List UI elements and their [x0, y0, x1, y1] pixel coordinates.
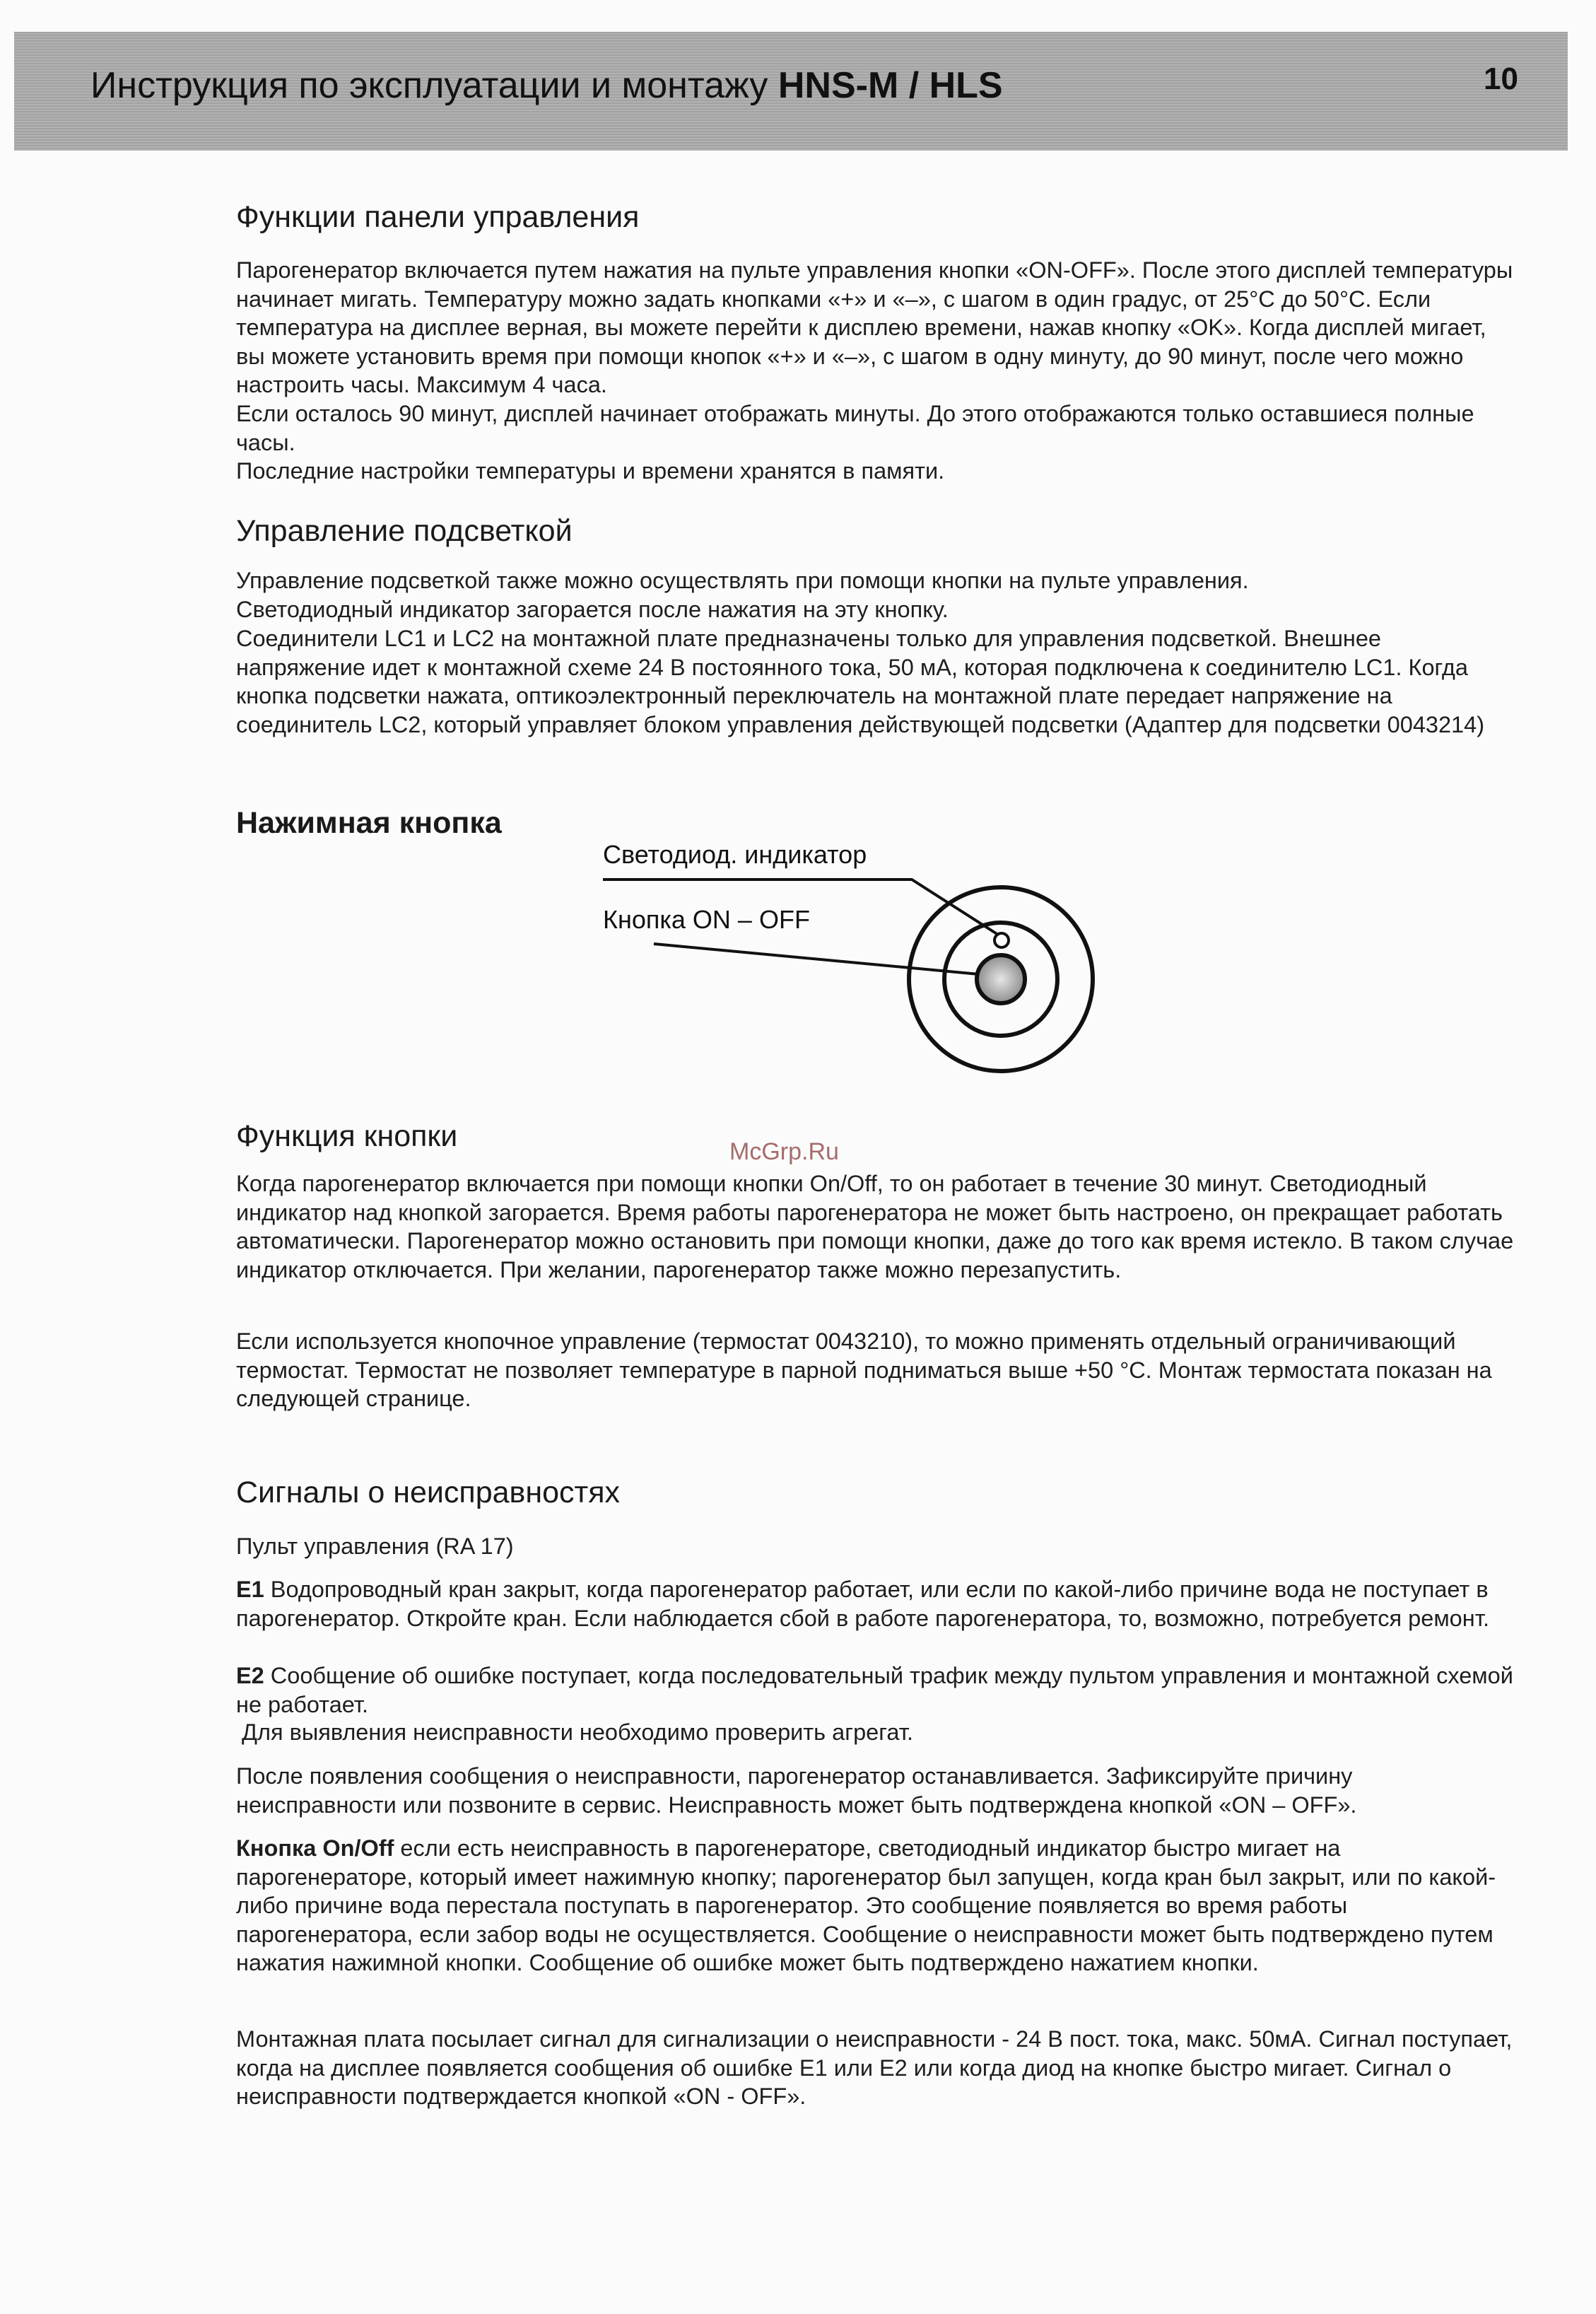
heading-push-button: Нажимная кнопка: [236, 806, 502, 840]
title-prefix: Инструкция по эксплуатации и монтажу: [90, 65, 778, 106]
lighting-p3: Соединители LC1 и LC2 на монтажной плате предназначены только для управления подсветкой. Внешнее напряжение идет к монтажной схеме 24 В постоянного тока, 50 мА, которая подключена к соединителю LC1. Когда кнопка подсветки нажата, оптикоэлектронный переключатель на монтажной плате передает напряжение на соединитель LC2, который управляет блоком управления действующей подсветки (Адаптер для подсветки 0043214): [236, 626, 1485, 737]
button-leader-line: [654, 944, 979, 974]
faults-after: После появления сообщения о неисправности, парогенератор останавливается. Зафиксируйте причину неисправности или позвоните в сервис. Неисправность может быть подтверждена кнопкой «ON – OFF».: [236, 1763, 1357, 1818]
watermark: McGrp.Ru: [729, 1138, 839, 1165]
diagram-label-led: Светодиод. индикатор: [603, 840, 867, 869]
control-panel-p1: Парогенератор включается путем нажатия на пульте управления кнопки «ON-OFF». После этого дисплей температуры начинает мигать. Температуру можно задать кнопками «+» и «–», с шагом в один градус, от 25°C до 50°C. Если температура на дисплее верная, вы можете перейти к дисплею времени, нажав кнопку «OK». Когда дисплей мигает, вы можете установить время при помощи кнопок «+» и «–», с шагом в одну минуту, до 90 минут, после чего можно настроить часы. Максимум 4 часа.: [236, 257, 1513, 397]
title-model: HNS-M / HLS: [778, 65, 1003, 106]
led-leader-line: [603, 880, 998, 935]
control-panel-p3: Последние настройки температуры и времени хранятся в памяти.: [236, 458, 945, 484]
heading-lighting: Управление подсветкой: [236, 514, 573, 548]
page-number: 10: [1484, 62, 1518, 96]
lighting-p1: Управление подсветкой также можно осуществлять при помощи кнопки на пульте управления.: [236, 568, 1249, 593]
heading-faults: Сигналы о неисправностях: [236, 1476, 621, 1509]
fault-e1-text: Водопроводный кран закрыт, когда парогенератор работает, или если по какой-либо причине вода не поступает в парогенератор. Откройте кран. Если наблюдается сбой в работе парогенератора, то, возможно, потребуется ремонт.: [236, 1577, 1490, 1631]
fault-e2-text: Сообщение об ошибке поступает, когда последовательный трафик между пультом управления и монтажной схемой не работает.: [236, 1663, 1513, 1717]
button-function-p1: Когда парогенератор включается при помощи кнопки On/Off, то он работает в течение 30 минут. Светодиодный индикатор над кнопкой загорается. Время работы парогенератора не может быть настроено, он прекращает работать автоматически. Парогенератор можно остановить при помощи кнопки, даже до того как время истекло. В таком случае индикатор отключается. При желании, парогенератор также можно перезапустить.: [236, 1171, 1514, 1282]
button-function-p2: Если используется кнопочное управление (термостат 0043210), то можно применять отдельный ограничивающий термостат. Термостат не позволяет температуре в парной подниматься выше +50 °C. Монтаж термостата показан на следующей странице.: [236, 1328, 1492, 1411]
fault-e1-code: E1: [236, 1577, 264, 1602]
faults-panel: Пульт управления (RA 17): [236, 1533, 514, 1559]
heading-control-panel: Функции панели управления: [236, 200, 640, 234]
fault-onoff-label: Кнопка On/Off: [236, 1835, 394, 1861]
on-off-button-icon: [977, 955, 1025, 1003]
lighting-p2: Светодиодный индикатор загорается после нажатия на эту кнопку.: [236, 597, 949, 622]
diagram-label-button: Кнопка ON – OFF: [603, 905, 810, 934]
fault-e2-code: E2: [236, 1663, 264, 1688]
control-panel-p2: Если осталось 90 минут, дисплей начинает отображать минуты. До этого отображаются только оставшиеся полные часы.: [236, 401, 1474, 455]
heading-button-function: Функция кнопки: [236, 1119, 458, 1153]
faults-check: Для выявления неисправности необходимо проверить агрегат.: [242, 1719, 914, 1745]
fault-onoff-text: если есть неисправность в парогенераторе, светодиодный индикатор быстро мигает на парогенераторе, который имеет нажимную кнопку; парогенератор был запущен, когда кран был закрыт, или по какой-либо причине вода перестала поступать в парогенератор. Это сообщение появляется во время работы парогенератора, если забор воды не осуществляется. Сообщение о неисправности может быть подтверждено путем нажатия нажимной кнопки. Сообщение об ошибке может быть подтверждено нажатием кнопки.: [236, 1835, 1496, 1975]
faults-board: Монтажная плата посылает сигнал для сигнализации о неисправности - 24 В пост. тока, макс. 50мА. Сигнал поступает, когда на дисплее появляется сообщения об ошибке E1 или E2 или когда диод на кнопке быстро мигает. Сигнал о неисправности подтверждается кнопкой «ON - OFF».: [236, 2026, 1513, 2109]
